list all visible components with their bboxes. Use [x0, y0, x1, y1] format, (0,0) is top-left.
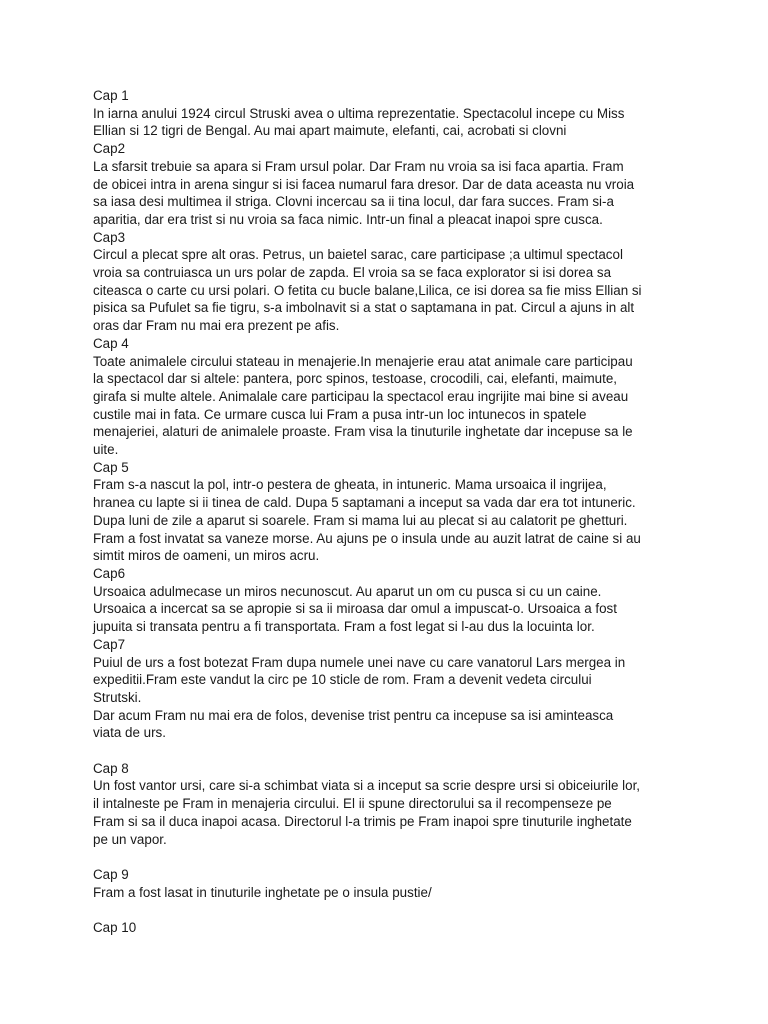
section-cap-3 [93, 229, 693, 335]
paragraph-line: oras dar Fram nu mai era prezent pe afis. [93, 318, 340, 334]
section-heading: Cap6 [93, 565, 126, 581]
paragraph-line: Strutski. [93, 689, 142, 705]
paragraph-line: simtit miros de oameni, un miros acru. [93, 548, 320, 564]
paragraph-line: Toate animalele circului stateau in menajerie.In menajerie erau atat animale care participau [93, 353, 633, 369]
section-heading: Cap2 [93, 141, 126, 157]
paragraph-line: de obicei intra in arena singur si isi facea numarul fara dresor. Dar de data aceasta nu vroia [93, 176, 635, 192]
paragraph-line: Ursoaica adulmecase un miros necunoscut. Au aparut un om cu pusca si cu un caine. [93, 583, 602, 599]
section-heading: Cap 9 [93, 866, 129, 882]
paragraph-line: la spectacol dar si altele: pantera, porc spinos, testoase, crocodili, cai, elefanti, maimute, [93, 371, 617, 387]
paragraph-line: custile mai in fata. Ce urmare cusca lui Fram a pusa intr-un loc intunecos in spatele [93, 406, 587, 422]
paragraph-line: jupuita si transata pentru a fi transportata. Fram a fost legat si l-au dus la locuinta lor. [93, 619, 595, 635]
paragraph-line: Circul a plecat spre alt oras. Petrus, un baietel sarac, care participase ;a ultimul spectacol [93, 247, 623, 263]
paragraph-line: La sfarsit trebuie sa apara si Fram ursul polar. Dar Fram nu vroia sa isi faca apartia. Fram [93, 158, 624, 174]
paragraph-line: Dar acum Fram nu mai era de folos, devenise trist pentru ca incepuse sa isi aminteasca [93, 707, 614, 723]
section-heading: Cap 8 [93, 760, 129, 776]
paragraph-line: pe un vapor. [93, 831, 167, 847]
paragraph-line: il intalneste pe Fram in menajeria circului. El ii spune directorului sa il recompenseze pe [93, 796, 612, 812]
document-body [93, 87, 693, 937]
paragraph-line: Ellian si 12 tigri de Bengal. Au mai apart maimute, elefanti, cai, acrobati si clovni [93, 123, 567, 139]
paragraph-line: Fram a fost lasat in tinuturile inghetate pe o insula pustie/ [93, 884, 432, 900]
section-cap-1 [93, 87, 693, 140]
paragraph-line: Ursoaica a incercat sa se apropie si sa ii miroasa dar omul a impuscat-o. Ursoaica a fost [93, 601, 617, 617]
section-cap-5 [93, 459, 693, 565]
paragraph-line: hranea cu lapte si ii tinea de cald. Dupa 5 saptamani a inceput sa vada dar era tot intuneric. [93, 495, 636, 511]
section-heading: Cap7 [93, 636, 126, 652]
section-cap-7 [93, 636, 693, 742]
section-cap-10 [93, 919, 693, 937]
paragraph-line: vroia sa contruiasca un urs polar de zapda. El vroia sa se faca explorator si isi dorea sa [93, 265, 612, 281]
paragraph-line: viata de urs. [93, 725, 166, 741]
paragraph-line: pisica sa Pufulet sa fie tigru, s-a imbolnavit si a stat o saptamana in pat. Circul a ajuns in alt [93, 300, 635, 316]
paragraph-line: In iarna anului 1924 circul Struski avea o ultima reprezentatie. Spectacolul incepe cu Miss [93, 105, 625, 121]
paragraph-spacer [93, 901, 693, 919]
section-heading: Cap 1 [93, 88, 129, 103]
section-cap-6 [93, 565, 693, 636]
section-heading: Cap 5 [93, 459, 129, 475]
paragraph-line: girafa si multe altele. Animalale care participau la spectacol erau ingrijite mai bine si aveau [93, 388, 629, 404]
section-cap-9 [93, 866, 693, 901]
paragraph-line: menajeriei, alaturi de animalele proaste. Fram visa la tinuturile inghetate dar incepuse sa le [93, 424, 633, 440]
section-heading: Cap 10 [93, 920, 137, 935]
paragraph-line: Fram si sa il duca inapoi acasa. Directorul l-a trimis pe Fram inapoi spre tinuturile inghetate [93, 813, 632, 829]
paragraph-line: expeditii.Fram este vandut la circ pe 10 sticle de rom. Fram a devenit vedeta circului [93, 672, 592, 688]
section-cap-8 [93, 760, 693, 849]
paragraph-line: Fram a fost invatat sa vaneze morse. Au ajuns pe o insula unde au auzit latrat de caine si au [93, 530, 641, 546]
section-cap-4 [93, 335, 693, 459]
paragraph-line: Dupa luni de zile a aparut si soarele. Fram si mama lui au plecat si au calatorit pe ghetturi. [93, 512, 628, 528]
paragraph-line: aparitia, dar era trist si nu vroia sa faca nimic. Intr-un final a pleacat inapoi spre cusca. [93, 211, 603, 227]
paragraph-spacer [93, 848, 693, 866]
paragraph-line: Un fost vantor ursi, care si-a schimbat viata si a inceput sa scrie despre ursi si obiceiurile lor, [93, 778, 641, 794]
section-heading: Cap 4 [93, 335, 129, 351]
paragraph-line: Puiul de urs a fost botezat Fram dupa numele unei nave cu care vanatorul Lars mergea in [93, 654, 626, 670]
paragraph-spacer [93, 742, 693, 760]
paragraph-line: citeasca o carte cu ursi polari. O fetita cu bucle balane,Lilica, ce isi dorea sa fie miss Ellian si [93, 282, 642, 298]
paragraph-line: uite. [93, 442, 119, 458]
paragraph-line: Fram s-a nascut la pol, intr-o pestera de gheata, in intuneric. Mama ursoaica il ingrijea, [93, 477, 607, 493]
paragraph-line: sa iasa desi multimea il striga. Clovni incercau sa ii tina locul, dar fara succes. Fram si-a [93, 194, 614, 210]
section-heading: Cap3 [93, 229, 126, 245]
section-cap-2 [93, 140, 693, 229]
